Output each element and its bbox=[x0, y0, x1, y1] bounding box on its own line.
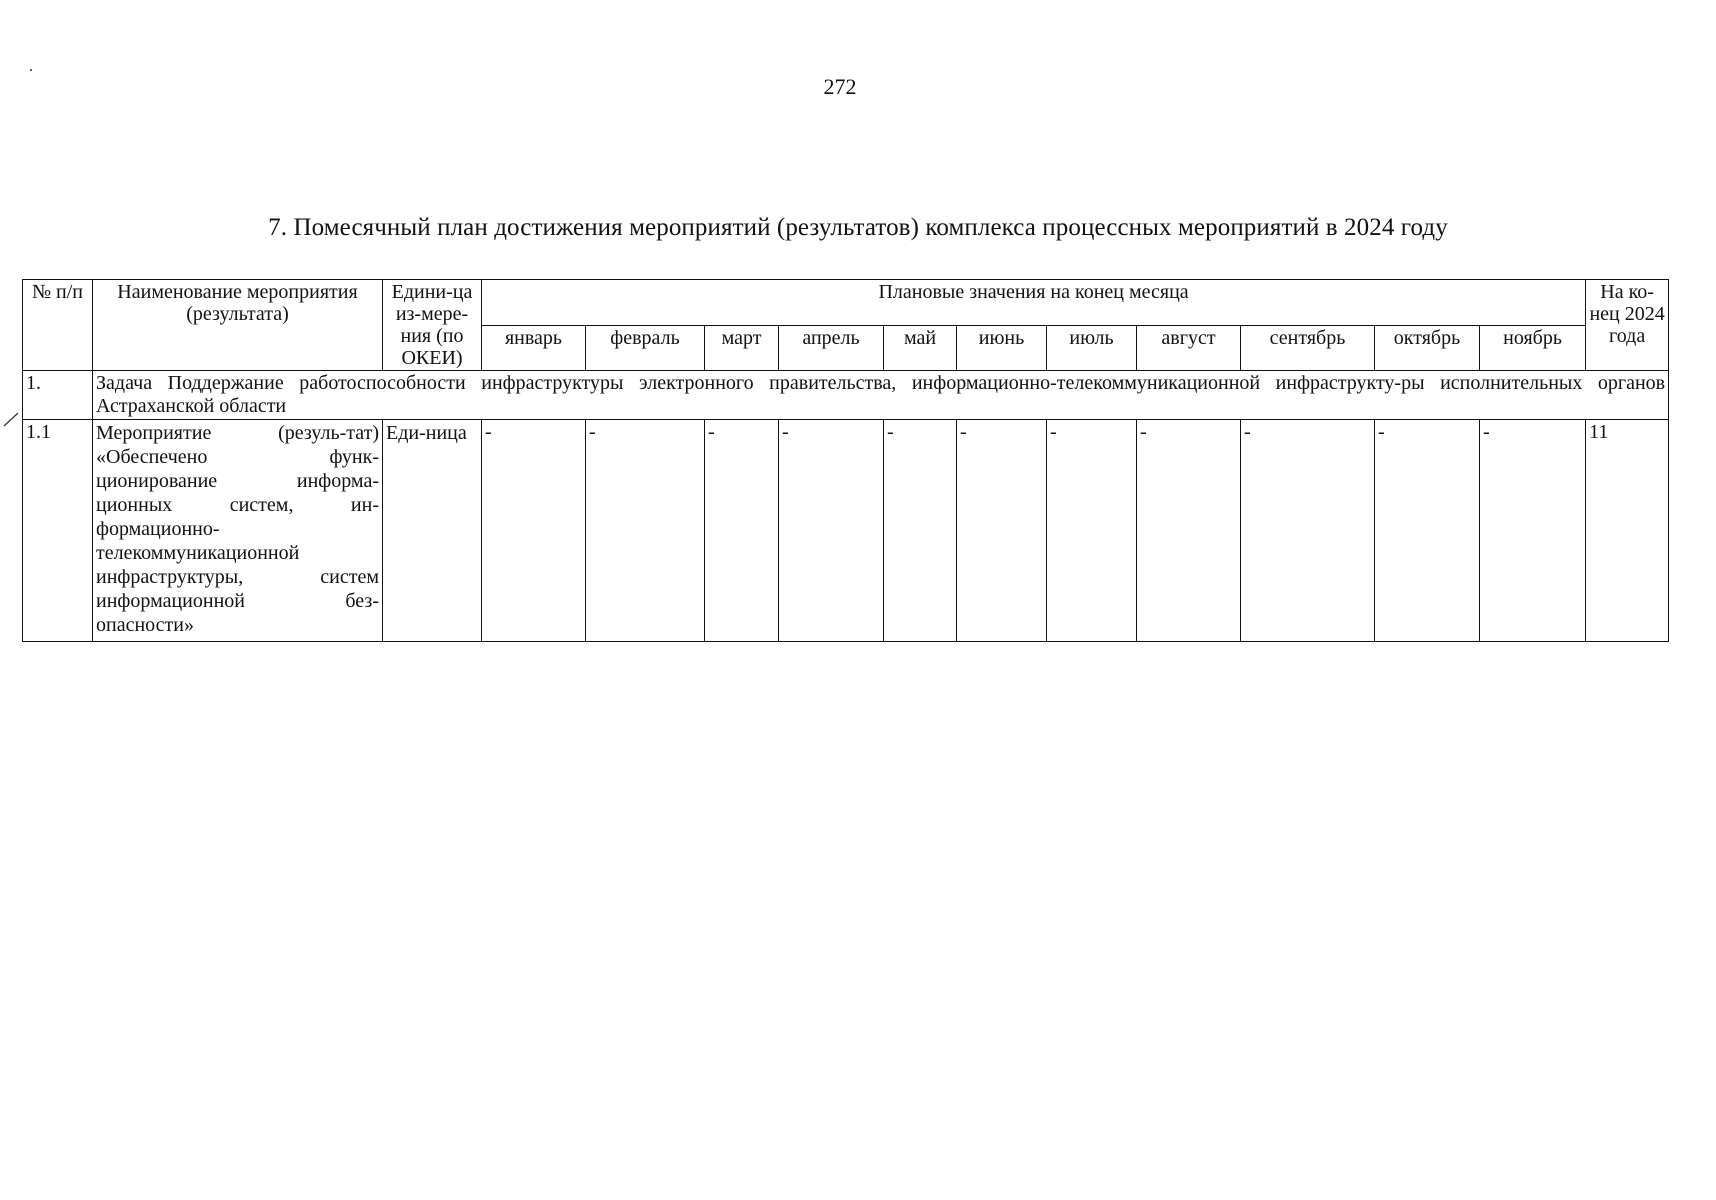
month-header: январь bbox=[482, 325, 586, 371]
month-header: ноябрь bbox=[1480, 325, 1586, 371]
item-name: Мероприятие (резуль-тат) «Обеспечено функ-ционирование информа-ционных систем, ин-формационно-телекоммуникационной инфраструктуры, систем информационной без-опасности» bbox=[93, 420, 383, 642]
month-header: октябрь bbox=[1375, 325, 1480, 371]
month-header: август bbox=[1137, 325, 1241, 371]
table-row bbox=[23, 420, 1669, 642]
month-header: июль bbox=[1047, 325, 1137, 371]
header-plan-group: Плановые значения на конец месяца bbox=[482, 280, 1586, 326]
month-value-cell: - bbox=[1241, 420, 1375, 642]
month-header: май bbox=[884, 325, 957, 371]
task-text: Задача Поддержание работоспособности инфраструктуры электронного правительства, информационно-телекоммуникационной инфраструкту-ры исполнительных органов Астраханской области bbox=[93, 371, 1669, 420]
month-header: апрель bbox=[779, 325, 884, 371]
header-num: № п/п bbox=[23, 280, 93, 371]
month-value-cell: - bbox=[1375, 420, 1480, 642]
month-value-cell: - bbox=[1047, 420, 1137, 642]
task-number: 1. bbox=[23, 371, 93, 420]
pen-tick-mark bbox=[2, 410, 20, 428]
month-value-cell: - bbox=[1137, 420, 1241, 642]
document-title: 7. Помесячный план достижения мероприятий (результатов) комплекса процессных мероприятий в 2024 году bbox=[268, 214, 1448, 241]
month-value-cell: - bbox=[779, 420, 884, 642]
month-value-cell: - bbox=[1480, 420, 1586, 642]
header-row bbox=[23, 280, 1669, 326]
month-value-cell: - bbox=[957, 420, 1047, 642]
header-unit: Едини-ца из-мере-ния (по ОКЕИ) bbox=[383, 280, 482, 371]
item-number: 1.1 bbox=[23, 420, 93, 642]
header-name: Наименование мероприятия (результата) bbox=[93, 280, 383, 371]
task-row bbox=[23, 371, 1669, 420]
month-header: сентябрь bbox=[1241, 325, 1375, 371]
month-value-cell: - bbox=[586, 420, 705, 642]
scan-speck bbox=[30, 69, 32, 71]
month-value-cell: - bbox=[884, 420, 957, 642]
month-value-cell: - bbox=[705, 420, 779, 642]
page-number: 272 bbox=[823, 74, 857, 99]
month-header: февраль bbox=[586, 325, 705, 371]
item-unit: Еди-ница bbox=[383, 420, 482, 642]
item-total: 11 bbox=[1586, 420, 1669, 642]
monthly-plan-table bbox=[22, 279, 1669, 642]
month-value-cell: - bbox=[482, 420, 586, 642]
month-header: июнь bbox=[957, 325, 1047, 371]
header-total: На ко-нец 2024 года bbox=[1586, 280, 1669, 371]
month-header: март bbox=[705, 325, 779, 371]
